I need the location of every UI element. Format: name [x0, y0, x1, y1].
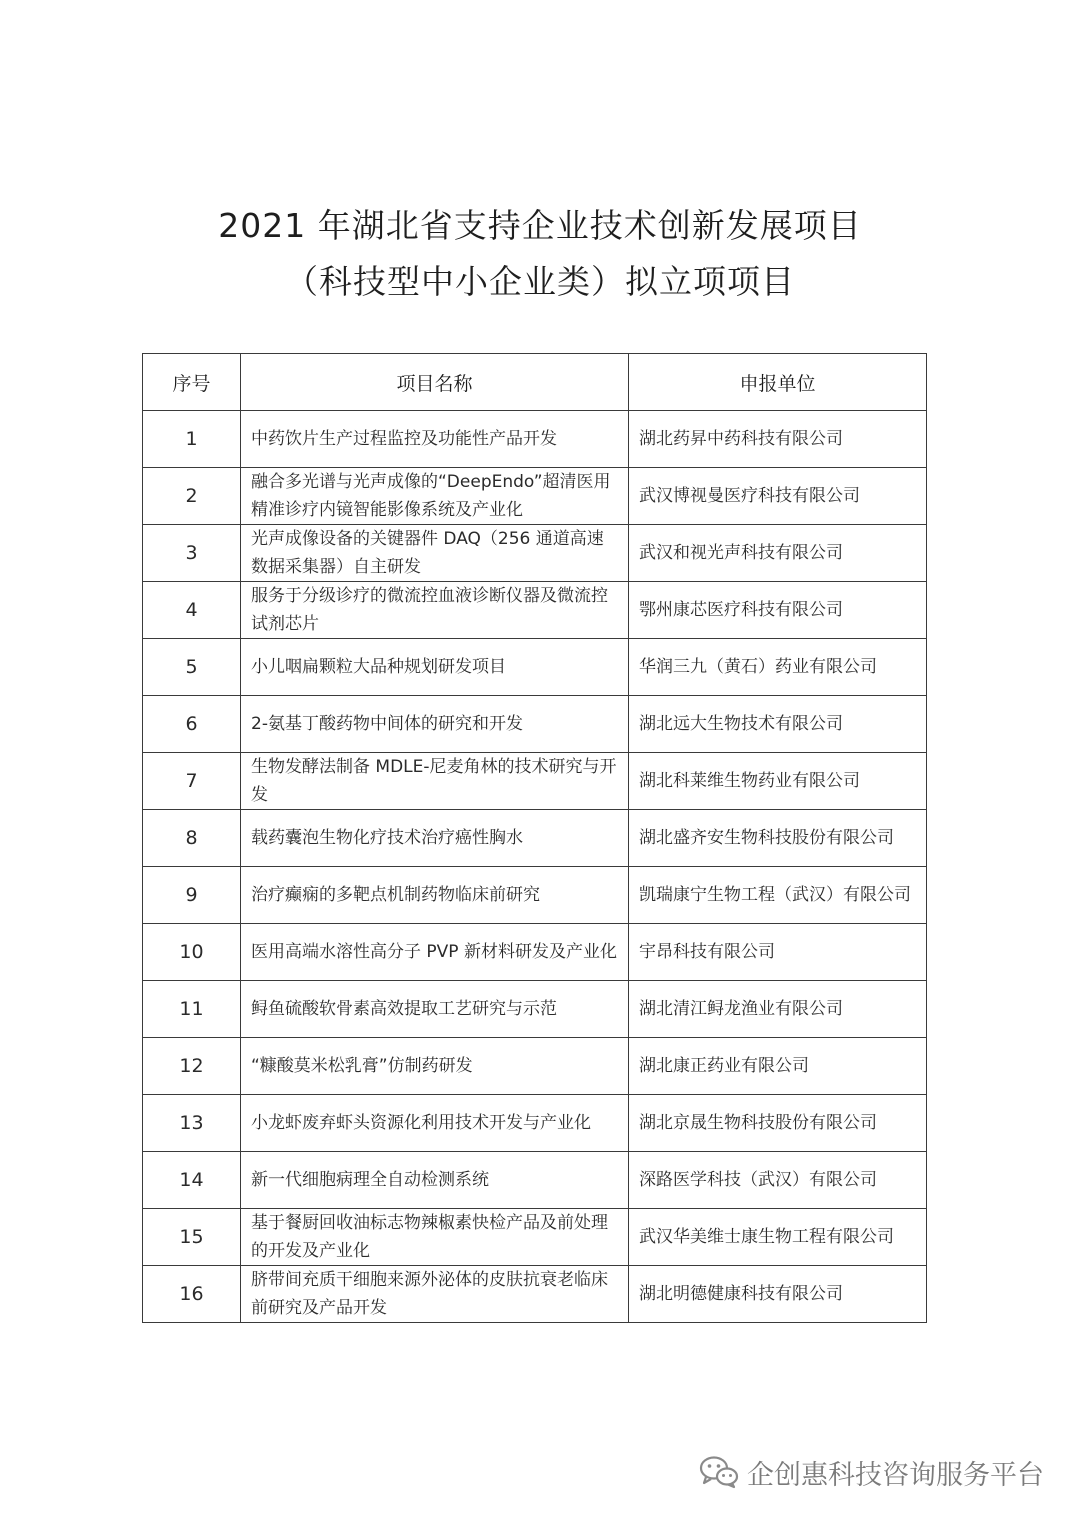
- row-serial-number: 12: [143, 1038, 241, 1095]
- table-row: [143, 924, 927, 981]
- watermark: [699, 1452, 1044, 1492]
- row-project-name: 融合多光谱与光声成像的“DeepEndo”超清医用精准诊疗内镜智能影像系统及产业化: [241, 468, 629, 525]
- row-serial-number: 1: [143, 411, 241, 468]
- table-row: [143, 810, 927, 867]
- row-applicant-unit: 湖北康正药业有限公司: [629, 1038, 927, 1095]
- row-serial-number: 13: [143, 1095, 241, 1152]
- row-serial-number: 6: [143, 696, 241, 753]
- row-applicant-unit: 湖北药昇中药科技有限公司: [629, 411, 927, 468]
- row-project-name: 中药饮片生产过程监控及功能性产品开发: [241, 411, 629, 468]
- table-row: [143, 582, 927, 639]
- header-applicant-unit: 申报单位: [629, 354, 927, 411]
- row-project-name: 载药囊泡生物化疗技术治疗癌性胸水: [241, 810, 629, 867]
- row-project-name: 服务于分级诊疗的微流控血液诊断仪器及微流控试剂芯片: [241, 582, 629, 639]
- row-applicant-unit: 武汉和视光声科技有限公司: [629, 525, 927, 582]
- row-applicant-unit: 深路医学科技（武汉）有限公司: [629, 1152, 927, 1209]
- row-project-name: 小儿咽扁颗粒大品种规划研发项目: [241, 639, 629, 696]
- row-serial-number: 4: [143, 582, 241, 639]
- wechat-icon: [699, 1455, 739, 1489]
- table-row: [143, 1266, 927, 1323]
- table-row: [143, 696, 927, 753]
- row-project-name: 脐带间充质干细胞来源外泌体的皮肤抗衰老临床前研究及产品开发: [241, 1266, 629, 1323]
- table-header-row: [143, 354, 927, 411]
- table-row: [143, 468, 927, 525]
- row-project-name: 生物发酵法制备 MDLE-尼麦角林的技术研究与开发: [241, 753, 629, 810]
- row-applicant-unit: 武汉博视曼医疗科技有限公司: [629, 468, 927, 525]
- row-project-name: 新一代细胞病理全自动检测系统: [241, 1152, 629, 1209]
- row-project-name: 光声成像设备的关键器件 DAQ（256 通道高速数据采集器）自主研发: [241, 525, 629, 582]
- row-serial-number: 14: [143, 1152, 241, 1209]
- document-title-line-1: 2021 年湖北省支持企业技术创新发展项目: [218, 206, 862, 245]
- table-row: [143, 1209, 927, 1266]
- table-row: [143, 1038, 927, 1095]
- table-row: [143, 1152, 927, 1209]
- document-title-line-2: （科技型中小企业类）拟立项项目: [285, 262, 795, 301]
- row-project-name: 2-氨基丁酸药物中间体的研究和开发: [241, 696, 629, 753]
- project-table: [142, 353, 927, 1323]
- row-project-name: 基于餐厨回收油标志物辣椒素快检产品及前处理的开发及产业化: [241, 1209, 629, 1266]
- row-project-name: “糠酸莫米松乳膏”仿制药研发: [241, 1038, 629, 1095]
- header-project-name: 项目名称: [241, 354, 629, 411]
- row-serial-number: 15: [143, 1209, 241, 1266]
- row-applicant-unit: 湖北远大生物技术有限公司: [629, 696, 927, 753]
- table-row: [143, 981, 927, 1038]
- row-applicant-unit: 凯瑞康宁生物工程（武汉）有限公司: [629, 867, 927, 924]
- row-serial-number: 10: [143, 924, 241, 981]
- table-row: [143, 753, 927, 810]
- table-row: [143, 867, 927, 924]
- watermark-text: 企创惠科技咨询服务平台: [747, 1459, 1044, 1491]
- table-row: [143, 1095, 927, 1152]
- row-serial-number: 2: [143, 468, 241, 525]
- row-serial-number: 3: [143, 525, 241, 582]
- table-row: [143, 639, 927, 696]
- row-applicant-unit: 湖北科莱维生物药业有限公司: [629, 753, 927, 810]
- row-applicant-unit: 湖北京晟生物科技股份有限公司: [629, 1095, 927, 1152]
- row-serial-number: 7: [143, 753, 241, 810]
- row-serial-number: 11: [143, 981, 241, 1038]
- row-serial-number: 8: [143, 810, 241, 867]
- row-applicant-unit: 湖北盛齐安生物科技股份有限公司: [629, 810, 927, 867]
- row-project-name: 治疗癫痫的多靶点机制药物临床前研究: [241, 867, 629, 924]
- row-project-name: 小龙虾废弃虾头资源化利用技术开发与产业化: [241, 1095, 629, 1152]
- row-project-name: 医用高端水溶性高分子 PVP 新材料研发及产业化: [241, 924, 629, 981]
- table-row: [143, 411, 927, 468]
- table-row: [143, 525, 927, 582]
- row-serial-number: 5: [143, 639, 241, 696]
- row-applicant-unit: 鄂州康芯医疗科技有限公司: [629, 582, 927, 639]
- row-serial-number: 16: [143, 1266, 241, 1323]
- row-project-name: 鲟鱼硫酸软骨素高效提取工艺研究与示范: [241, 981, 629, 1038]
- row-applicant-unit: 华润三九（黄石）药业有限公司: [629, 639, 927, 696]
- row-applicant-unit: 湖北清江鲟龙渔业有限公司: [629, 981, 927, 1038]
- row-applicant-unit: 武汉华美维士康生物工程有限公司: [629, 1209, 927, 1266]
- row-applicant-unit: 宇昂科技有限公司: [629, 924, 927, 981]
- row-applicant-unit: 湖北明德健康科技有限公司: [629, 1266, 927, 1323]
- header-serial-number: 序号: [143, 354, 241, 411]
- row-serial-number: 9: [143, 867, 241, 924]
